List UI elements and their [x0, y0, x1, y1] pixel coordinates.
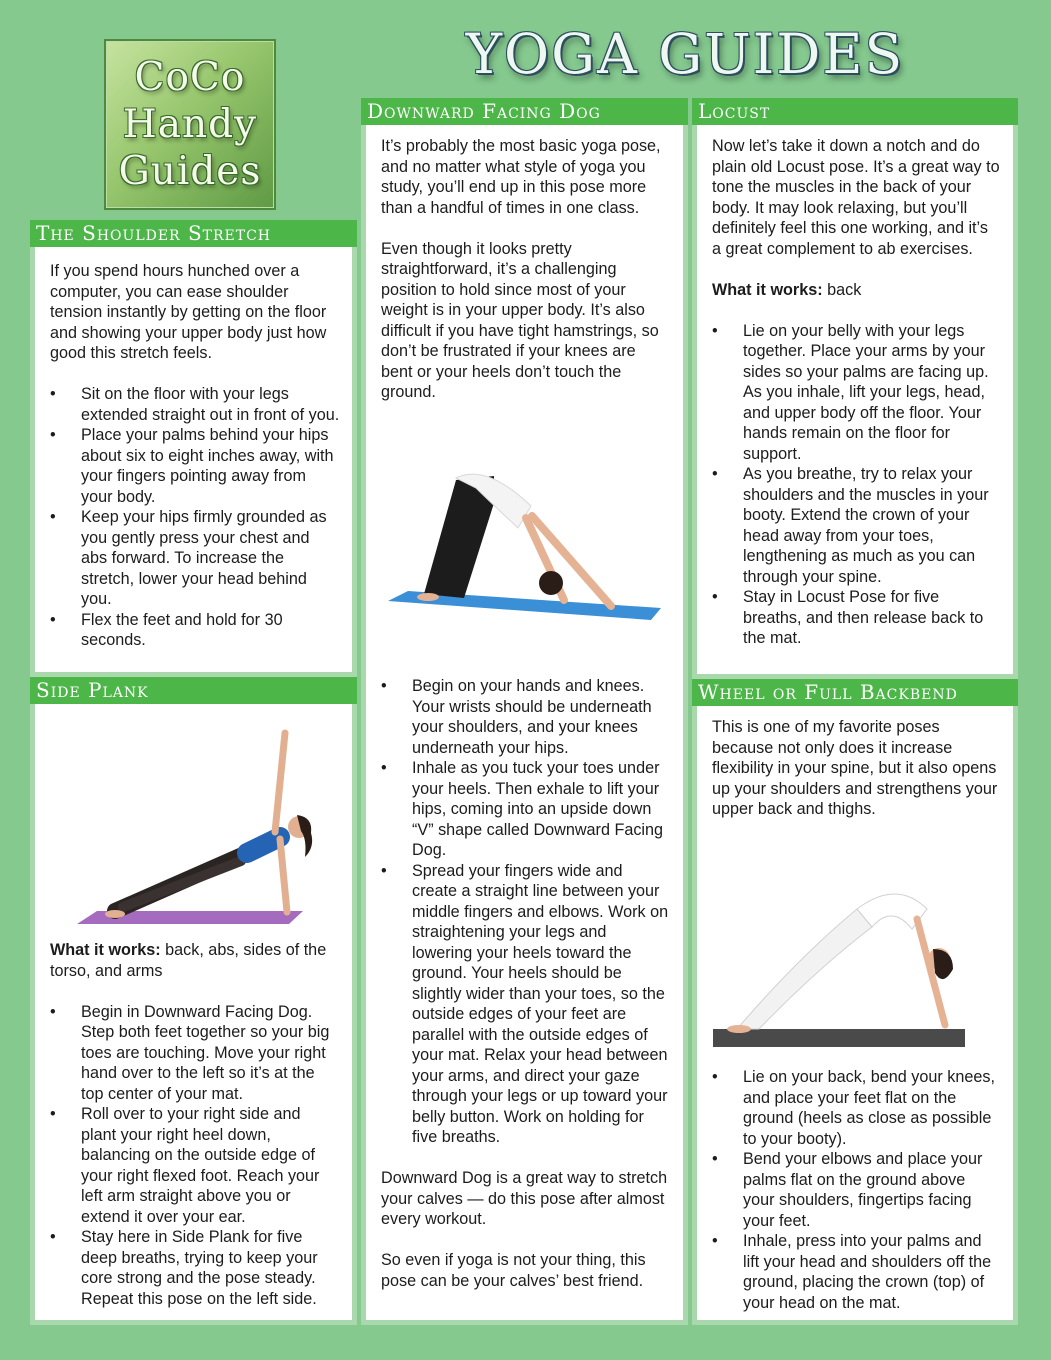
list-item: • Inhale as you tuck your toes under your heels. Then exhale to lift your hips, coming into an upside down “V” shape called Downward Facing Dog. [381, 758, 671, 861]
downward-dog-outro-2: So even if yoga is not your thing, this pose can be your calves’ best friend. [381, 1251, 646, 1290]
shoulder-stretch-body [35, 261, 352, 651]
shoulder-stretch-heading: The Shoulder Stretch [30, 220, 357, 247]
wheel-intro: This is one of my favorite poses because not only does it increase flexibility in your spine, but it also opens up your shoulders and strengthens your upper back and thighs. [712, 718, 998, 818]
locust-panel [692, 98, 1018, 679]
list-item: • Place your palms behind your hips about six to eight inches away, with your fingers pointing away from your body. [50, 425, 340, 507]
list-item: • Begin on your hands and knees. Your wrists should be underneath your shoulders, and your knees underneath your hips. [381, 676, 671, 758]
side-plank-works [50, 940, 340, 981]
list-item: • Roll over to your right side and plant your right heel down, balancing on the outside edge of your right flexed foot. Reach your left arm straight above you or extend it over your ear. [50, 1104, 340, 1227]
list-item: • Stay in Locust Pose for five breaths, and then release back to the mat. [712, 587, 1001, 649]
list-item: • Flex the feet and hold for 30 seconds. [50, 610, 340, 651]
list-item: • Bend your elbows and place your palms flat on the ground above your shoulders, fingertips facing your feet. [712, 1149, 1001, 1231]
side-plank-panel [30, 677, 357, 1325]
wheel-illustration [707, 869, 972, 1054]
wheel-body [697, 1067, 1013, 1313]
list-item: • As you breathe, try to relax your shoulders and the muscles in your booty. Extend the crown of your head away from your toes, lengthening as much as you can through your spine. [712, 464, 1001, 587]
shoulder-stretch-intro: If you spend hours hunched over a computer, you can ease shoulder tension instantly by getting on the floor and showing your upper body just how good this stretch feels. [50, 262, 327, 362]
list-item: • Keep your hips firmly grounded as you gently press your chest and abs forward. To increase the stretch, lower your head behind you. [50, 507, 340, 610]
works-label: What it works: [712, 280, 823, 299]
page-title: YOGA GUIDES [465, 22, 905, 86]
list-item: • Lie on your back, bend your knees, and place your feet flat on the ground (heels as close as possible to your booty). [712, 1067, 1001, 1149]
locust-heading: Locust [692, 98, 1018, 125]
logo-line: CoCo [134, 55, 246, 100]
works-label: What it works: [50, 941, 161, 959]
side-plank-steps [50, 1002, 340, 1310]
shoulder-stretch-panel [30, 220, 357, 677]
downward-dog-steps [381, 676, 671, 1148]
list-item: • Sit on the floor with your legs extended straight out in front of you. [50, 384, 340, 425]
wheel-heading: Wheel or Full Backbend [692, 679, 1018, 706]
downward-dog-body [366, 676, 683, 1291]
logo-line: Guides [118, 149, 262, 194]
side-plank-illustration [75, 727, 315, 932]
list-item: • Spread your fingers wide and create a straight line between your middle fingers and elbows. Work on straightening your legs and lowering your heels toward the ground. Your heels should be slightly wider than your toes, so the outside edges of your feet are parallel with the outside edges of your mat. Relax your head between your arms, and direct your gaze through your legs or up toward your belly button. Work on holding for five breaths. [381, 861, 671, 1148]
wheel-steps [712, 1067, 1001, 1313]
locust-steps [712, 321, 1001, 649]
logo-line: Handy [122, 102, 258, 147]
downward-dog-intro-block [366, 136, 683, 403]
list-item: • Stay here in Side Plank for five deep breaths, trying to keep your core strong and the pose steady. Repeat this pose on the left side. [50, 1227, 340, 1309]
works-text: back [822, 280, 862, 299]
list-item: • Begin in Downward Facing Dog. Step both feet together so your big toes are touching. Move your right hand over to the left so it’s at the top center of your mat. [50, 1002, 340, 1105]
list-item: • Lie on your belly with your legs together. Place your arms by your sides so your palms are facing up. As you inhale, lift your legs, head, and upper body off the floor. Your hands remain on the floor for support. [712, 321, 1001, 465]
wheel-panel [692, 679, 1018, 1325]
downward-dog-intro-2: Even though it looks pretty straightforward, it’s a challenging position to hold since most of your weight is in your upper body. It’s also difficult if you have tight hamstrings, so don’t be frustrated if your knees are bent or your heels don’t touch the ground. [381, 239, 659, 401]
wheel-intro-block [697, 717, 1013, 820]
locust-works [712, 280, 1001, 301]
side-plank-heading: Side Plank [30, 677, 357, 704]
works-text: back, abs, sides of the torso, and arms [50, 941, 327, 980]
downward-dog-outro-1: Downward Dog is a great way to stretch your calves — do this pose after almost every workout. [381, 1169, 668, 1228]
downward-dog-heading: Downward Facing Dog [361, 98, 688, 125]
locust-body [697, 136, 1013, 649]
side-plank-body [35, 940, 352, 1309]
downward-dog-panel [361, 98, 688, 1325]
shoulder-stretch-steps [50, 384, 340, 651]
locust-intro: Now let’s take it down a notch and do plain old Locust pose. It’s a great way to tone the muscles in the back of your body. It may look relaxing, but you’ll definitely feel this one working, and it’s a great complement to ab exercises. [712, 137, 1000, 258]
list-item: • Inhale, press into your palms and lift your head and shoulders off the ground, placing the crown (top) of your head on the mat. [712, 1231, 1001, 1313]
downward-dog-illustration [386, 458, 671, 633]
coco-handy-guides-logo [104, 39, 276, 210]
downward-dog-intro-1: It’s probably the most basic yoga pose, and no matter what style of yoga you study, you’ll end up in this pose more than a handful of times in one class. [381, 137, 661, 217]
